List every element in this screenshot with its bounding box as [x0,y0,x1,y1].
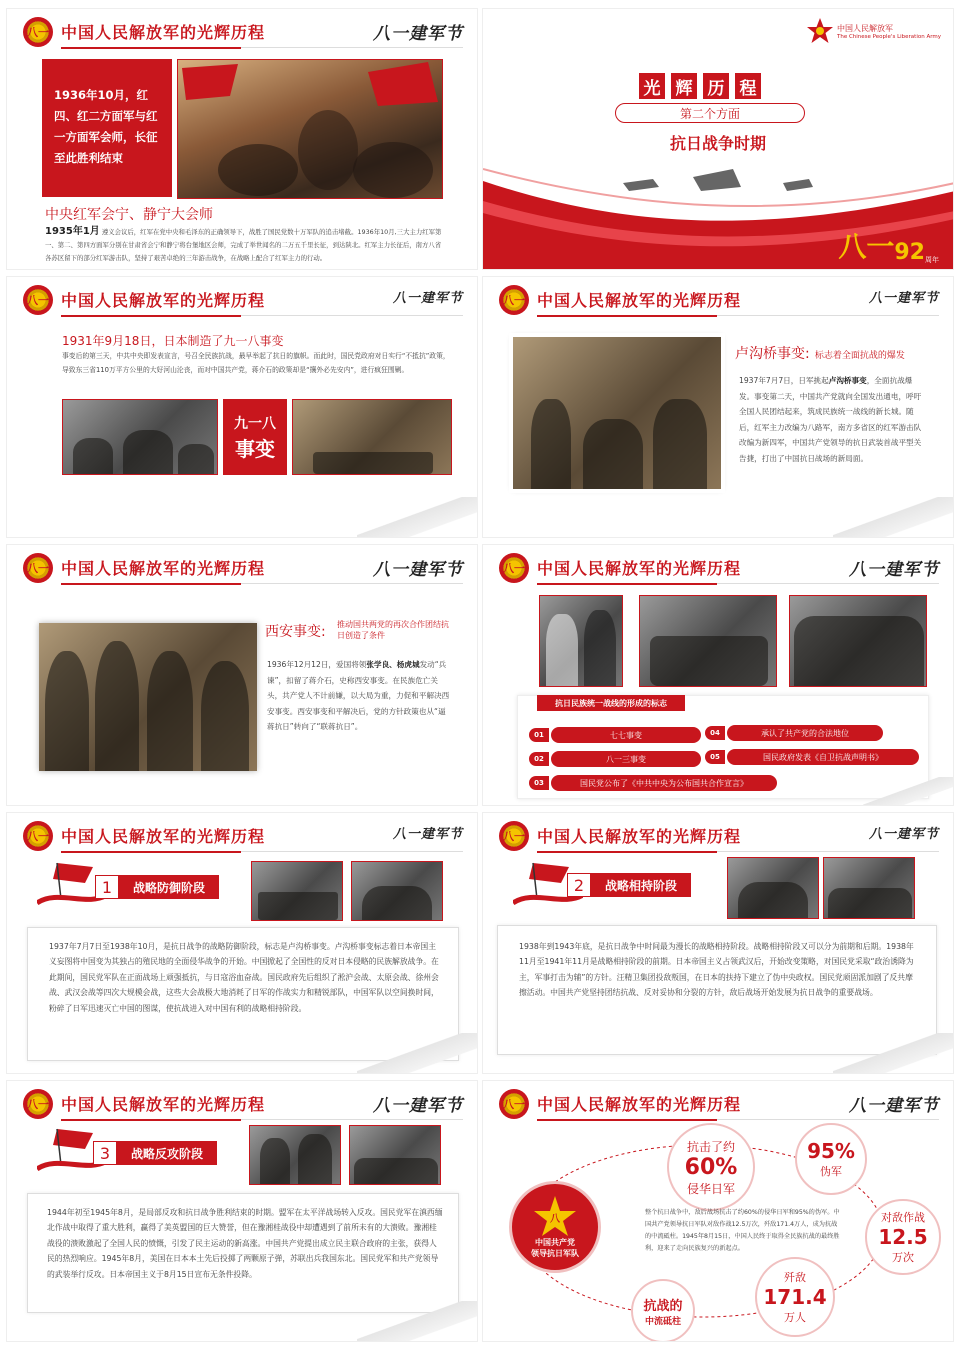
crowd-photo [789,595,927,687]
united-front-item: 承认了共产党的合法地位 [727,725,883,741]
pla-emblem-icon: 八一 [23,553,53,583]
mountain-decoration [357,1301,477,1341]
brand-calligraphy: 八一建军节 [392,827,463,842]
section-label: 第二个方面 [615,103,805,123]
header-underline [61,851,241,853]
s4-body: 1937年7月7日，日军挑起卢沟桥事变，全面抗战爆发。事变第二天，中国共产党就向全国发出通电，呼吁全国人民团结起来，筑成民族统一战线的新长城。随后，红军主力改编为八路军，南方多省区的红军游击队改编为新四军，中国共产党领导的抗日武装首战平型关告捷，打出了中国抗日战场的新局面。 [739,376,922,463]
slide-5[interactable] [6,544,478,806]
pla-emblem-icon: 八一 [23,285,53,315]
header-underline [61,583,241,585]
slide-header [483,545,953,585]
title-chars [639,73,761,99]
pla-logo [806,17,941,45]
header-title: 中国人民解放军的光辉历程 [537,827,742,846]
stage2-photo-1 [727,857,819,919]
item-number-tag: 05 [705,750,725,764]
slide-header [7,813,477,853]
incident-badge-line1: 九一八 [234,415,276,432]
header-title: 中国人民解放军的光辉历程 [61,291,266,310]
slide-header [7,277,477,317]
slide-8[interactable] [482,812,954,1074]
brand-calligraphy: 八一建军节 [868,291,939,306]
stage2-body: 1938年到1943年底，是抗日战争中时间最为漫长的战略相持阶段。战略相持阶段又可以分为前期和后期。1938年11月至1941年11月是战略相持阶段的前期。日本帝国主义占领武汉后，开始改变策略，对国民党采取“政治诱降为主，军事打击为辅”的方针。汪精卫集团投敌叛国，在日本的扶持下建立了伪中央政权。国民党顽固派加剧了反共摩擦活动。中国共产党坚持团结抗战、反对妥协和分裂的方针，敌后战场开始发展为抗日战争的重要战场。 [519,942,914,998]
brand-calligraphy: 八一建军节 [392,291,463,306]
s4-title: 卢沟桥事变: [735,346,810,362]
header-title: 中国人民解放军的光辉历程 [61,559,266,578]
header-title: 中国人民解放军的光辉历程 [537,559,742,578]
pla-emblem-icon: 八一 [499,285,529,315]
header-title: 中国人民解放军的光辉历程 [537,291,742,310]
slide-header [7,1081,477,1121]
slide-2[interactable] [482,8,954,270]
title-char-4: 程 [735,73,761,99]
united-front-item: 七七事变 [551,727,701,743]
anniversary-unit: 周年 [925,256,939,264]
mountain-decoration [833,1033,953,1073]
united-front-item: 国民政府发表《自卫抗战声明书》 [727,749,919,765]
brand-calligraphy: 八一建军节 [373,1096,463,1116]
mountain-decoration [863,777,953,805]
slide-4[interactable] [482,276,954,538]
star-char: 八 [550,1214,560,1225]
stage-badge [93,1141,217,1165]
header-divider [717,583,939,584]
title-char-2: 辉 [671,73,697,99]
s1-date: 1935年1月 [45,226,100,237]
center-circle [509,1181,601,1273]
header-underline [61,47,241,49]
stage-number: 1 [95,875,119,899]
slide-1[interactable] [6,8,478,270]
slide-header [7,9,477,49]
incident-badge-line2: 事变 [235,436,275,461]
slide-9[interactable] [6,1080,478,1342]
pla-emblem-icon: 八一 [23,821,53,851]
pla-emblem-icon: 八一 [499,1089,529,1119]
header-underline [61,315,241,317]
header-underline [537,583,717,585]
brand-calligraphy: 八一建军节 [373,24,463,44]
header-title: 中国人民解放军的光辉历程 [61,23,266,42]
long-march-painting [177,59,443,199]
stage-label: 战略反攻阶段 [117,1141,217,1165]
mukden-photo-1 [62,399,218,475]
anniversary-num: 92 [894,240,925,265]
s5-subtitle: 推动国共两党的再次合作团结抗日创造了条件 [337,620,449,640]
brand-calligraphy: 八一建军节 [849,560,939,580]
item-number-tag: 03 [529,776,549,790]
stage3-body: 1944年初至1945年8月，是局部反攻和抗日战争胜利结束的时期。盟军在太平洋战场转入反攻。国民党军在滇西缅北作战中取得了重大胜利，赢得了美英盟国的巨大赞誉，但在豫湘桂战役中却遭遇到了前所未有的大溃败。豫湘桂战役的溃败激起了全国人民的愤慨，引发了民主运动的新高涨。中国共产党提出成立民主联合政府的主张，获得人民的热烈响应。1945年8月，美国在日本本土先后投掷了两颗原子弹，苏联出兵我国东北。国民党军和共产党领导的武装举行反攻。日本帝国主义于8月15日宣布无条件投降。 [47,1208,443,1279]
s1-body-text: 遵义会议后，红军在党中央和毛泽东的正确领导下，战胜了国民党数十万军队的追击堵截。1936年10月,三大主力红军第一、第二、第四方面军分别在甘肃省会宁和静宁将台堡地区会师，完成了举世闻名的二万五千里长征，到达陕北。红军主力长征后，南方八省各苏区留下的部分红军游击队，坚持了艰苦卓绝的三年游击战争，在战略上配合了红军主力的行动。 [45,228,442,262]
united-front-banner: 抗日民族统一战线的形成的标志 [537,695,685,711]
pla-emblem-icon: 八一 [499,553,529,583]
stage-label: 战略防御阶段 [119,875,219,899]
slide-6[interactable] [482,544,954,806]
united-front-item: 国民党公布了《中共中央为公布国共合作宣言》 [551,775,777,791]
header-title: 中国人民解放军的光辉历程 [61,827,266,846]
slide-10[interactable] [482,1080,954,1342]
anniversary-mark [838,225,939,265]
mountain-decoration [357,1033,477,1073]
s4-subtitle: 标志着全面抗战的爆发 [814,351,905,361]
red-caption-box [42,59,172,197]
item-number-tag: 02 [529,752,549,766]
troops-photo [639,595,777,687]
stage1-photo-2 [351,861,443,921]
s1-body [45,225,443,265]
stage-label: 战略相持阶段 [591,873,691,897]
header-title: 中国人民解放军的光辉历程 [61,1095,266,1114]
mountain-decoration [357,497,477,537]
mukden-photo-2 [292,399,452,475]
center-line2: 领导抗日军队 [531,1249,579,1258]
header-underline [61,1119,241,1121]
header-divider [241,583,463,584]
s5-title: 西安事变: [265,624,326,640]
header-divider [241,851,463,852]
pla-emblem-icon: 八一 [499,821,529,851]
s1-subtitle: 中央红军会宁、静宁大会师 [45,207,213,223]
stat-circle-japanese-troops: 抗击了约 60% 侵华日军 [667,1123,755,1211]
anniversary-char: 八一 [838,230,895,263]
header-divider [717,315,939,316]
header-title: 中国人民解放军的光辉历程 [537,1095,742,1114]
header-underline [537,315,717,317]
brand-calligraphy: 八一建军节 [868,827,939,842]
stage-number: 2 [567,873,591,897]
stage1-photo-1 [251,861,343,921]
red-star-icon [806,17,834,45]
s4-title-row [735,343,905,363]
brand-calligraphy: 八一建军节 [373,560,463,580]
slide-header [483,813,953,853]
stage1-body: 1937年7月7日至1938年10月，是抗日战争的战略防御阶段，标志是卢沟桥事变。卢沟桥事变标志着日本帝国主义妄图将中国变为其独占的殖民地的全面侵华战争的开始。中国掀起了全国性的反对日本侵略的民族解放战争。在此期间，国民党军队在正面战场上顽强抵抗，与日寇浴血奋战。国民政府先后组织了淞沪会战、太原会战、徐州会战、武汉会战等四次大规模会战，这些大会战极大地消耗了日军的作战实力和精锐部队，中国军队以空间换时间，粉碎了日军迅速灭亡中国的图谋，使抗战进入对中国有利的战略相持阶段。 [49,942,439,1013]
header-divider [241,1119,463,1120]
united-front-item: 八一三事变 [551,751,701,767]
title-char-1: 光 [639,73,665,99]
stage2-photo-2 [823,857,915,919]
red-caption-text: 1936年10月，红四、红二方面军与红一方面军会师，长征至此胜利结束 [54,88,158,165]
era-title: 抗日战争时期 [669,134,766,153]
item-number-tag: 04 [705,726,725,740]
title-char-3: 历 [703,73,729,99]
incident-badge [223,399,287,475]
header-divider [241,47,463,48]
header-divider [241,315,463,316]
slide-header [483,277,953,317]
stage-badge [567,873,691,897]
stat-circle-puppet-troops: 95% 伪军 [795,1123,867,1195]
stat-circle-mainstay: 抗战的 中流砥柱 [631,1279,695,1342]
header-divider [717,851,939,852]
pla-emblem-icon: 八一 [23,17,53,47]
marco-polo-bridge-photo [513,337,721,489]
slide-3[interactable] [6,276,478,538]
stage3-photo-2 [349,1125,441,1185]
star-emblem-icon [533,1195,577,1237]
center-line1: 中国共产党 [535,1238,575,1247]
slide-header [7,545,477,585]
stat-circle-enemies-killed: 歼敌 171.4 万人 [755,1257,835,1337]
stage-number: 3 [93,1141,117,1165]
xian-incident-photo [39,623,257,771]
s3-body: 事变后的第三天，中共中央即发表宣言，号召全民族抗战，最早举起了抗日的旗帜。而此时，国民党政府对日实行“不抵抗”政策，导致东三省110万平方公里的大好河山沦丧，而对中国共产党，蒋介石的政策却是“攘外必先安内”，进行疯狂围剿。 [62,352,450,374]
stage-badge [95,875,219,899]
header-underline [537,851,717,853]
logo-en: The Chinese People's Liberation Army [836,33,941,40]
s5-body: 1936年12月12日，爱国将领张学良、杨虎城发动“兵谏”，扣留了蒋介石，史称西安事变。在民族危亡关头，共产党人不计前嫌，以大局为重，力促和平解决西安事变。西安事变和平解决后，党的方针政策也从“逼蒋抗日”转向了“联蒋抗日”。 [267,660,450,731]
item-number-tag: 01 [529,728,549,742]
stat-circle-battles: 对敌作战 12.5 万次 [865,1199,941,1275]
slide-7[interactable] [6,812,478,1074]
pla-emblem-icon: 八一 [23,1089,53,1119]
leaders-photo [539,595,623,687]
logo-cn: 中国人民解放军 [836,23,893,33]
stage3-photo-1 [249,1125,341,1185]
s3-headline: 1931年9月18日，日本制造了九一八事变 [62,334,284,348]
brand-calligraphy: 八一建军节 [849,1096,939,1116]
mountain-decoration [833,497,953,537]
s10-body: 整个抗日战争中，敌后战场抗击了约60%的侵华日军和95%的伪军。中国共产党领导抗日军队对敌作战12.5万次，歼敌171.4万人，成为抗战的中流砥柱。1945年8月15日，中国人民终于取得全民族抗战的最终胜利，迎来了走向民族复兴的新起点。 [645,1209,840,1252]
